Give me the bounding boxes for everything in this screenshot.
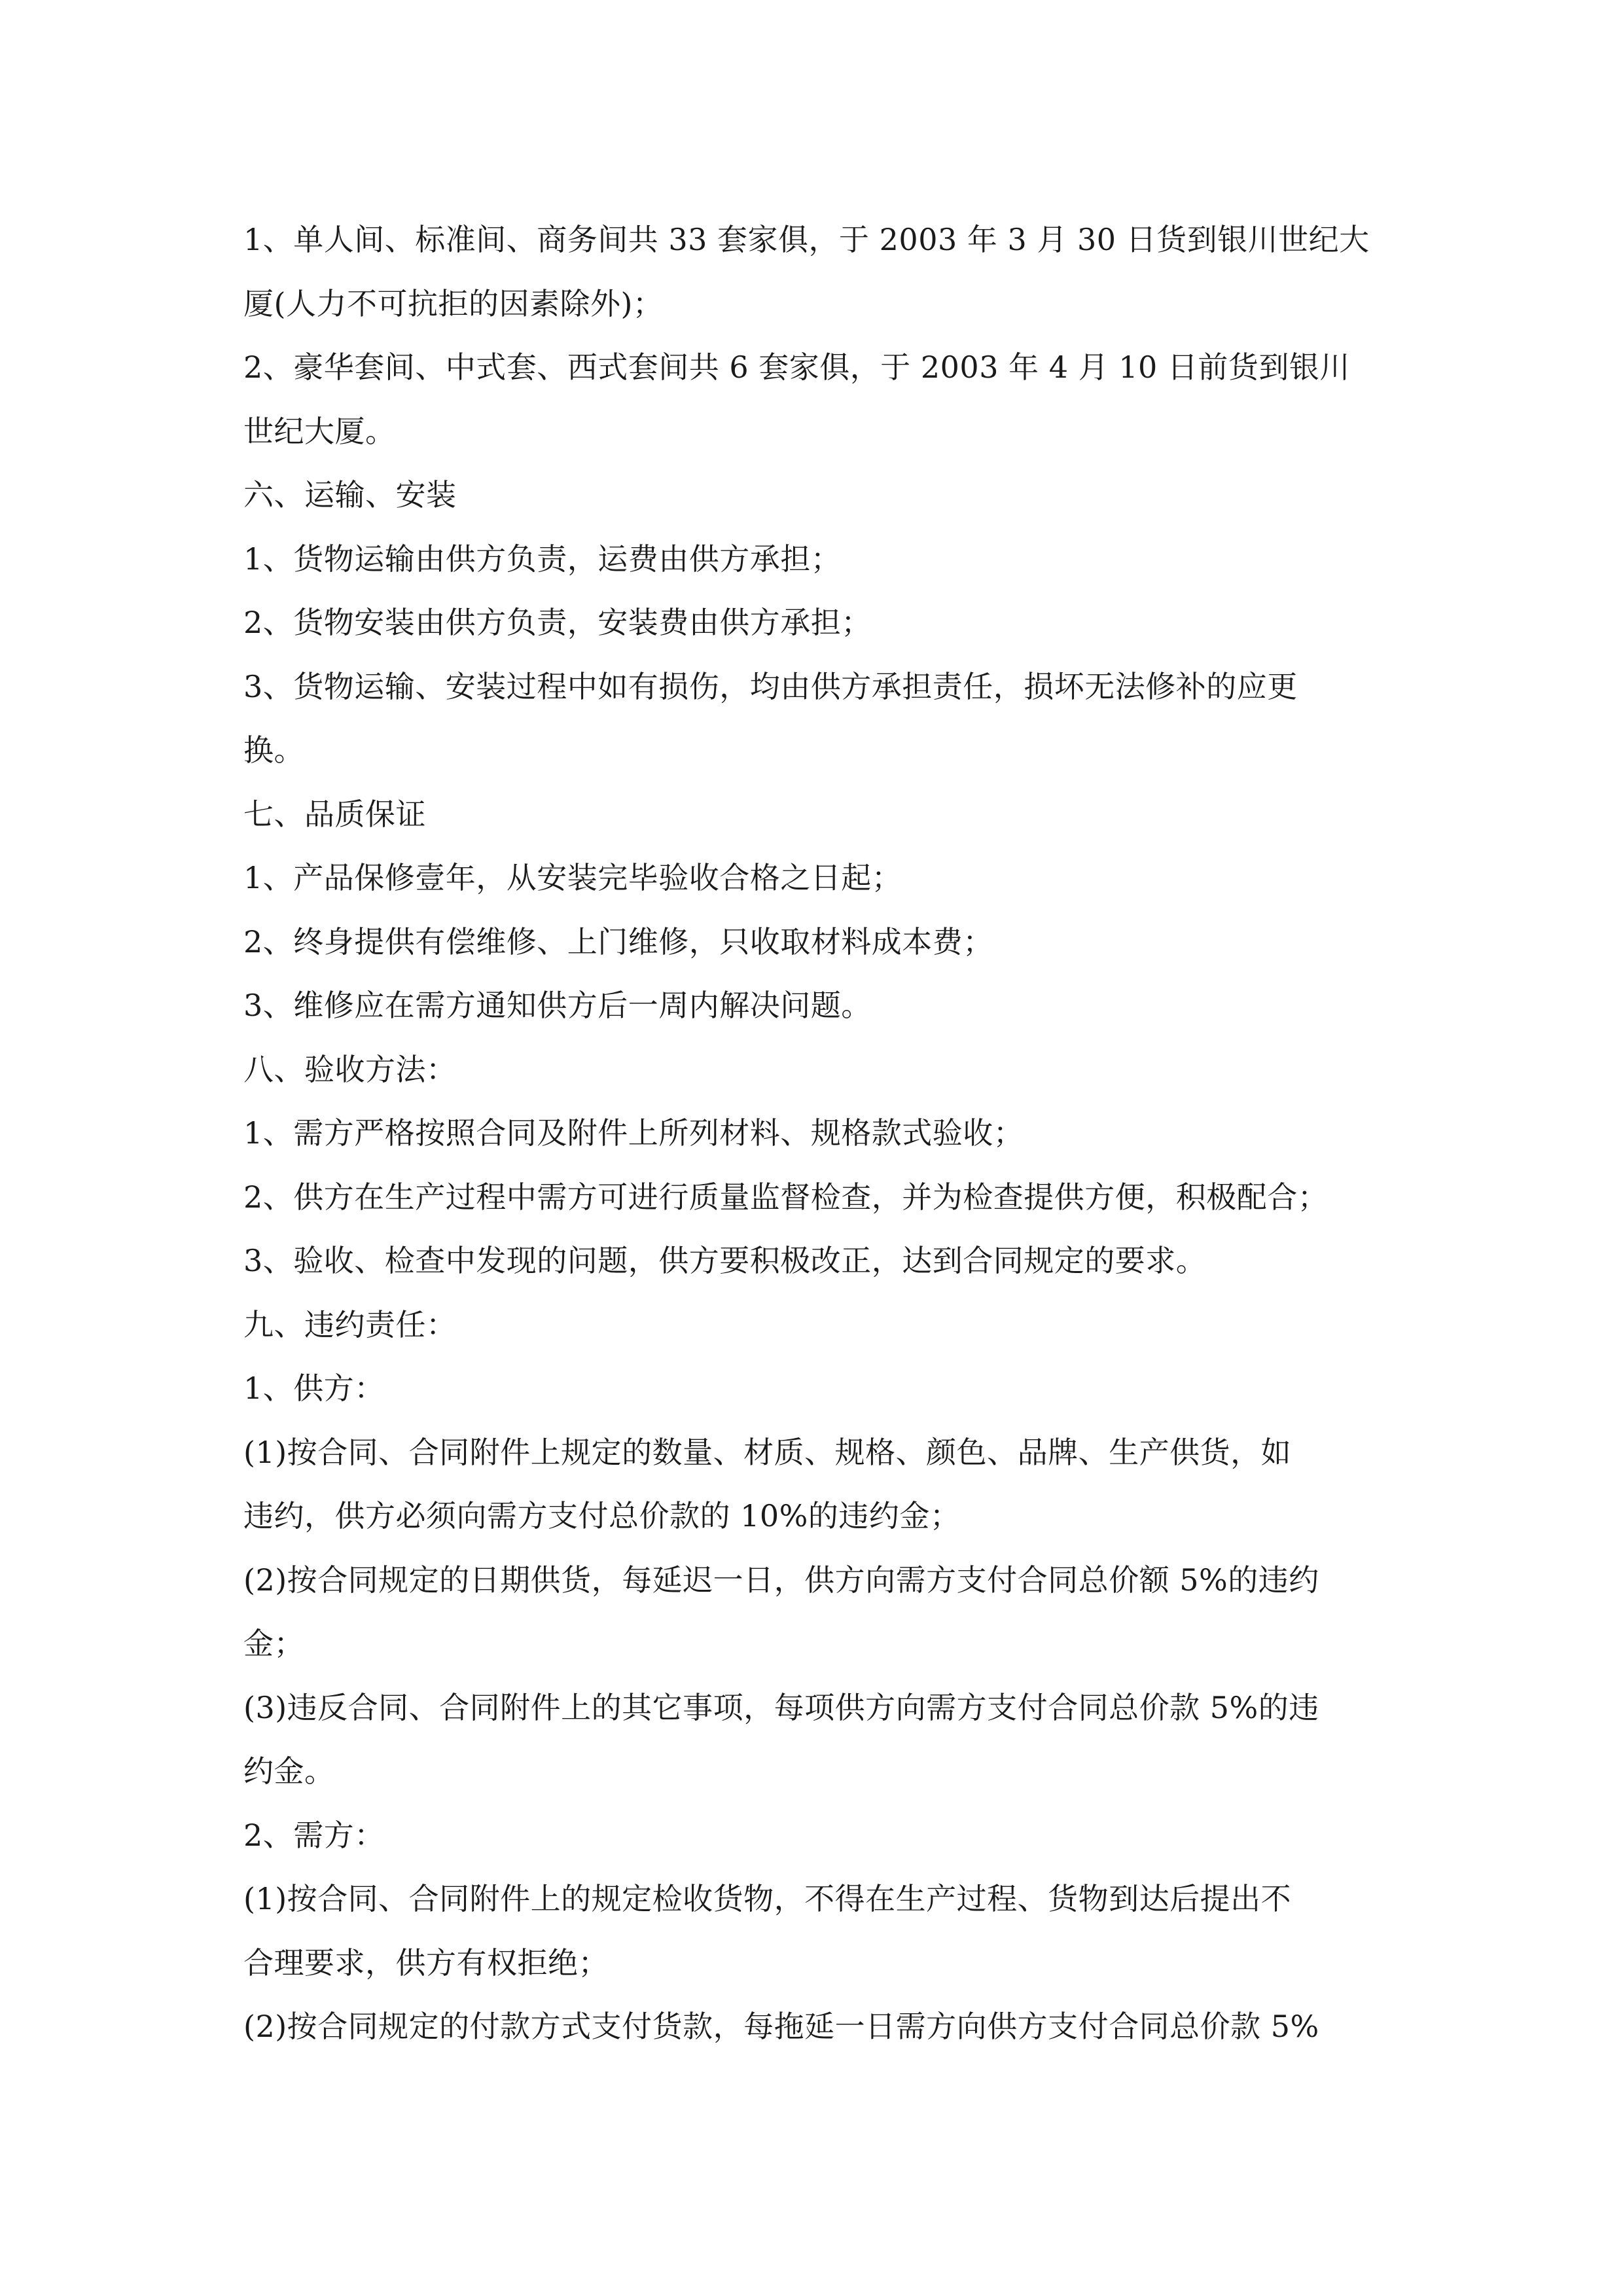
section-heading-transport: 六、运输、安装 [243, 477, 457, 512]
text-line: 3、维修应在需方通知供方后一周内解决问题。 [243, 988, 872, 1023]
text-line: 违约，供方必须向需方支付总价款的 10%的违约金； [243, 1498, 961, 1534]
text-line: 1、供方： [243, 1371, 385, 1406]
text-line: 合理要求，供方有权拒绝； [243, 1945, 609, 1981]
text-line: (1)按合同、合同附件上的规定检收货物，不得在生产过程、货物到达后提出不 [243, 1881, 1292, 1916]
text-line: 金； [243, 1626, 304, 1661]
text-line: 1、单人间、标准间、商务间共 33 套家俱，于 2003 年 3 月 30 日货到银川世纪大 [243, 222, 1370, 257]
text-line: 3、货物运输、安装过程中如有损伤，均由供方承担责任，损坏无法修补的应更 [243, 668, 1298, 704]
text-line: 1、货物运输由供方负责，运费由供方承担； [243, 541, 842, 577]
text-line: (2)按合同规定的日期供货，每延迟一日，供方向需方支付合同总价额 5%的违约 [243, 1562, 1319, 1598]
text-line: 约金。 [243, 1753, 335, 1789]
text-line: 世纪大厦。 [243, 413, 396, 449]
contract-body [243, 208, 1408, 2059]
section-heading-acceptance: 八、验收方法： [243, 1051, 457, 1087]
text-line: 2、需方： [243, 1817, 385, 1853]
text-line: (3)违反合同、合同附件上的其它事项，每项供方向需方支付合同总价款 5%的违 [243, 1689, 1319, 1725]
section-heading-quality: 七、品质保证 [243, 796, 426, 832]
text-line: 2、供方在生产过程中需方可进行质量监督检查，并为检查提供方便，积极配合； [243, 1179, 1329, 1215]
text-line: (2)按合同规定的付款方式支付货款，每拖延一日需方向供方支付合同总价款 5% [243, 2009, 1319, 2044]
text-line: 厦(人力不可抗拒的因素除外)； [243, 285, 664, 321]
text-line: 1、需方严格按照合同及附件上所列材料、规格款式验收； [243, 1115, 1024, 1151]
text-line: 换。 [243, 732, 304, 768]
text-line: 1、产品保修壹年，从安装完毕验收合格之日起； [243, 860, 902, 895]
text-line: 2、货物安装由供方负责，安装费由供方承担； [243, 605, 872, 640]
text-line: 2、终身提供有偿维修、上门维修，只收取材料成本费； [243, 924, 993, 960]
text-line: 3、验收、检查中发现的问题，供方要积极改正，达到合同规定的要求。 [243, 1243, 1207, 1278]
text-line: 2、豪华套间、中式套、西式套间共 6 套家俱，于 2003 年 4 月 10 日前货到银川 [243, 350, 1350, 385]
text-line: (1)按合同、合同附件上规定的数量、材质、规格、颜色、品牌、生产供货，如 [243, 1434, 1292, 1470]
section-heading-liability: 九、违约责任： [243, 1306, 457, 1342]
